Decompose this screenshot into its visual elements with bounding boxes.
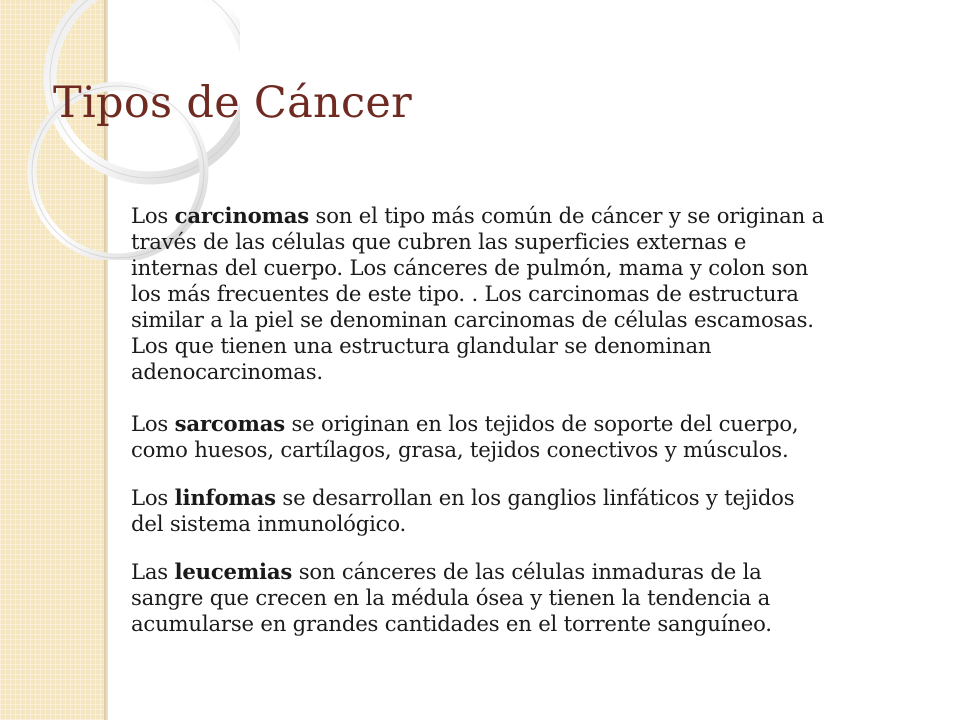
keyword-term: leucemias [174, 559, 293, 584]
text-line: los más frecuentes de este tipo. . Los carcinomas de estructura [131, 281, 799, 306]
text-line [131, 411, 931, 437]
paragraph [131, 559, 931, 637]
text-line: Los que tienen una estructura glandular se denominan [131, 333, 712, 358]
paragraph [131, 203, 931, 385]
text-line [131, 485, 931, 511]
keyword-term: carcinomas [174, 203, 309, 228]
paragraph [131, 485, 931, 537]
text-line: sangre que crecen en la médula ósea y tienen la tendencia a [131, 585, 771, 610]
slide-title: Tipos de Cáncer [53, 78, 413, 128]
text-segment: Los [131, 411, 175, 436]
text-segment: Los [131, 203, 175, 228]
text-segment: son cánceres de las células inmaduras de la [292, 559, 762, 584]
text-line [131, 559, 931, 585]
text-line: adenocarcinomas. [131, 359, 323, 384]
text-line [131, 203, 931, 229]
text-line: internas del cuerpo. Los cánceres de pulmón, mama y colon son [131, 255, 809, 280]
text-line: similar a la piel se denominan carcinomas de células escamosas. [131, 307, 814, 332]
slide-body [131, 203, 931, 659]
text-segment: Las [131, 559, 175, 584]
text-segment: se originan en los tejidos de soporte del cuerpo, [284, 411, 799, 436]
keyword-term: linfomas [174, 485, 276, 510]
text-line: como huesos, cartílagos, grasa, tejidos conectivos y músculos. [131, 437, 789, 462]
text-line: través de las células que cubren las superficies externas e [131, 229, 747, 254]
text-line: acumularse en grandes cantidades en el torrente sanguíneo. [131, 611, 772, 636]
paragraph [131, 411, 931, 463]
text-line: del sistema inmunológico. [131, 511, 407, 536]
text-segment: se desarrollan en los ganglios linfáticos y tejidos [275, 485, 795, 510]
text-segment: Los [131, 485, 175, 510]
keyword-term: sarcomas [174, 411, 285, 436]
text-segment: son el tipo más común de cáncer y se originan a [309, 203, 824, 228]
